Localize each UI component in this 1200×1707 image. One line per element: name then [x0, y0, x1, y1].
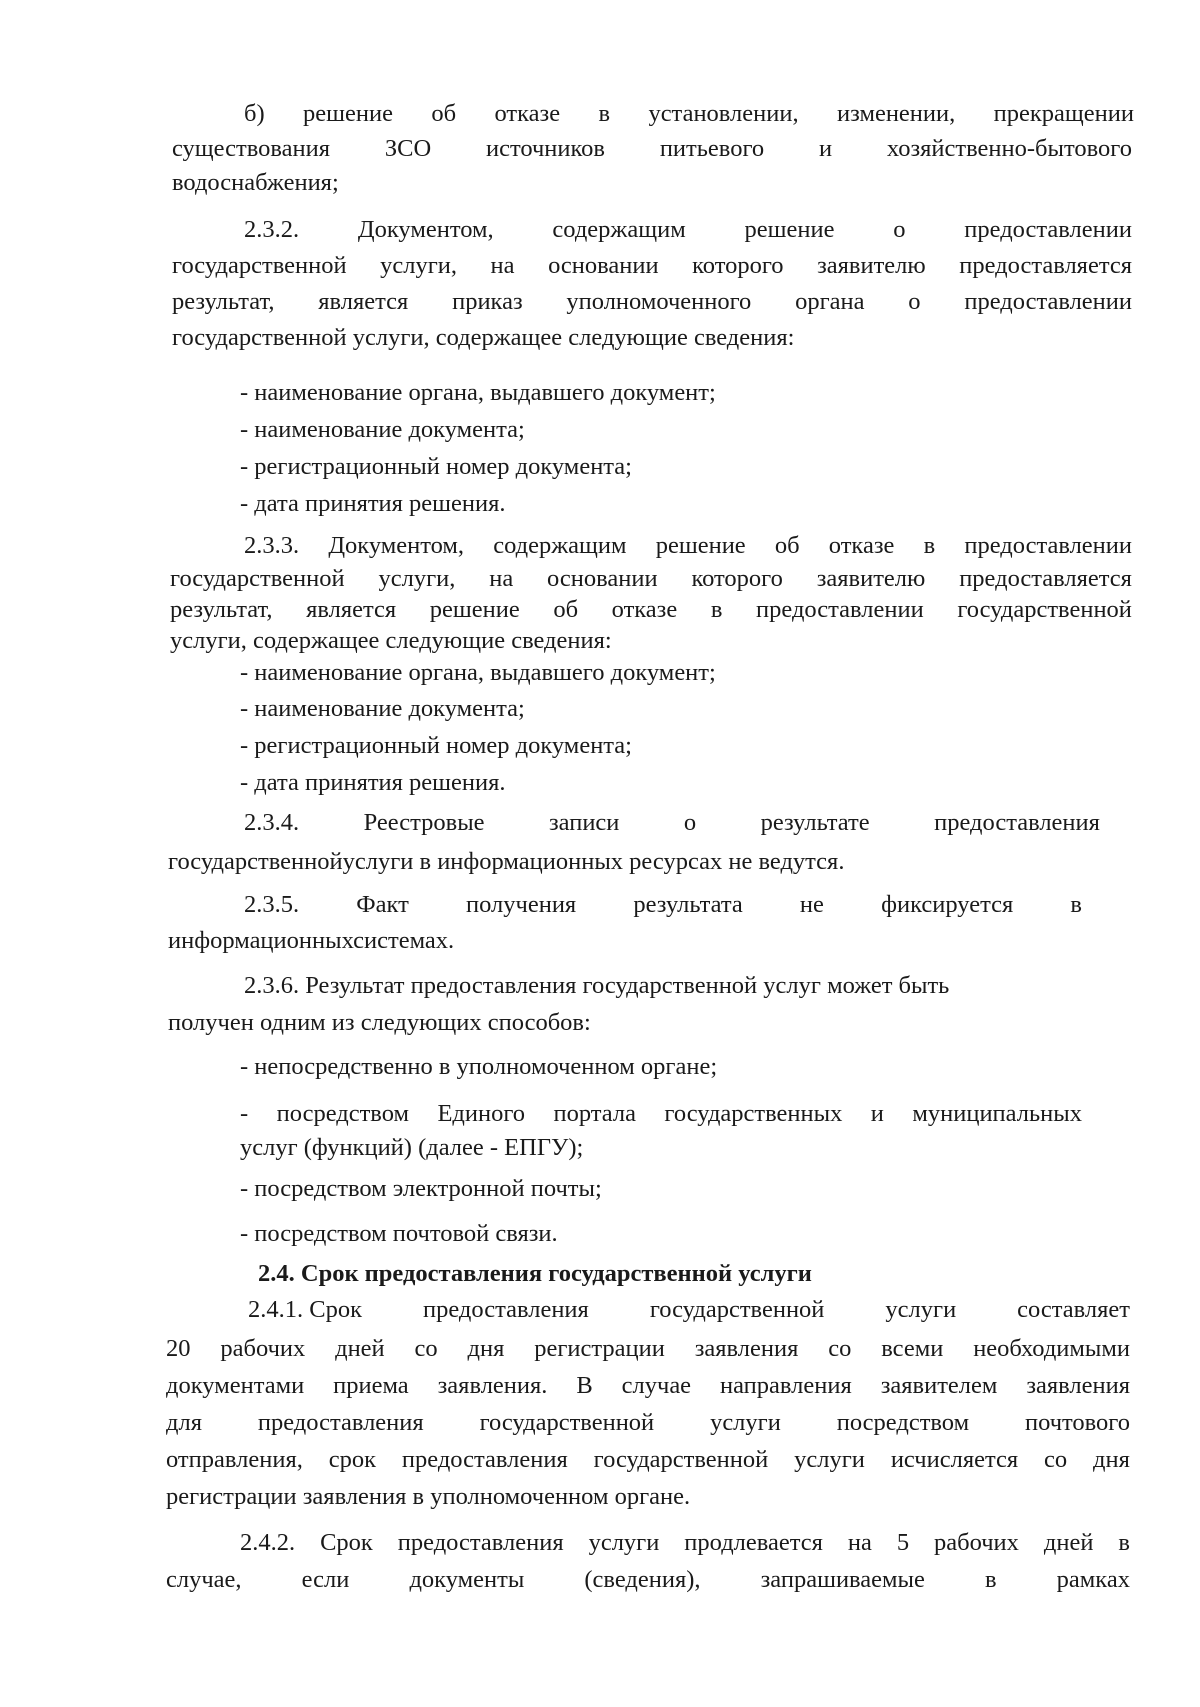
word: 2.4.1. Срок: [248, 1296, 362, 1323]
word: случае,: [166, 1566, 242, 1593]
word: об: [553, 596, 579, 623]
text-line: [244, 102, 1134, 127]
text-line: [166, 1568, 1130, 1593]
word: Факт: [356, 891, 409, 918]
word: 2.3.4.: [244, 809, 300, 836]
word: со: [828, 1335, 852, 1362]
list-item: [240, 1102, 1082, 1127]
word: государственной: [170, 565, 345, 592]
word: получения: [466, 891, 577, 918]
word: органа: [795, 288, 865, 315]
word: государственной: [479, 1409, 655, 1436]
word: об: [774, 532, 800, 559]
word: дней: [1043, 1529, 1094, 1556]
word: необходимыми: [973, 1335, 1130, 1362]
list-item: - непосредственно в уполномоченном органе;: [240, 1053, 718, 1080]
word: услуги,: [378, 565, 456, 592]
list-item: - регистрационный номер документа;: [240, 453, 632, 480]
word: решение: [429, 596, 520, 623]
word: установлении,: [648, 100, 799, 127]
word: существования: [172, 135, 330, 162]
word: питьевого: [659, 135, 765, 162]
word: на: [490, 252, 515, 279]
word: со: [1044, 1446, 1068, 1473]
word: заявителем: [880, 1372, 998, 1399]
word: ЗСО: [384, 135, 432, 162]
word: направления: [720, 1372, 852, 1399]
word: заявления.: [437, 1372, 548, 1399]
text-line: [172, 137, 1132, 162]
word: В: [576, 1372, 593, 1399]
word: об: [431, 100, 457, 127]
word: государственной: [172, 252, 347, 279]
word: 2.4.2.: [240, 1529, 296, 1556]
word: предоставления: [397, 1529, 564, 1556]
word: государственной: [593, 1446, 769, 1473]
word: услуги: [794, 1446, 865, 1473]
word: отправления,: [166, 1446, 303, 1473]
word: отказе: [828, 532, 895, 559]
word: 2.3.5.: [244, 891, 300, 918]
word: решение: [744, 216, 835, 243]
text-line: [244, 218, 1132, 243]
word: на: [489, 565, 514, 592]
word: 5: [896, 1529, 910, 1556]
word: для: [166, 1409, 202, 1436]
list-item: - дата принятия решения.: [240, 490, 506, 517]
word: на: [847, 1529, 872, 1556]
text-line: [166, 1411, 1130, 1436]
word: 2.3.2.: [244, 216, 300, 243]
word: заявления: [1026, 1372, 1130, 1399]
word: посредством: [836, 1409, 970, 1436]
word: портала: [553, 1100, 636, 1127]
word: почтового: [1024, 1409, 1130, 1436]
word: заявителю: [816, 565, 926, 592]
word: заявителю: [817, 252, 926, 279]
text-line: [244, 811, 1100, 836]
word: случае: [621, 1372, 692, 1399]
list-item: - наименование документа;: [240, 416, 525, 443]
word: о: [908, 288, 921, 315]
word: Реестровые: [363, 809, 485, 836]
word: предоставлении: [756, 596, 924, 623]
word: посредством: [276, 1100, 409, 1127]
word: государственных: [664, 1100, 843, 1127]
word: Документом,: [328, 532, 465, 559]
word: услуги: [588, 1529, 660, 1556]
word: предоставления: [401, 1446, 568, 1473]
word: предоставлении: [964, 216, 1132, 243]
word: рамках: [1056, 1566, 1130, 1593]
list-item: - наименование документа;: [240, 695, 525, 722]
word: изменении,: [837, 100, 956, 127]
text-line: регистрации заявления в уполномоченном органе.: [166, 1483, 691, 1510]
text-line: [244, 893, 1082, 918]
text-line: [244, 534, 1132, 559]
word: документы: [409, 1566, 525, 1593]
text-line: государственной услуги, содержащее следующие сведения:: [172, 324, 795, 351]
word: является: [318, 288, 409, 315]
text-line: получен одним из следующих способов:: [168, 1009, 591, 1036]
word: государственной: [649, 1296, 825, 1323]
text-line: [166, 1374, 1130, 1399]
word: услуги: [710, 1409, 781, 1436]
word: Документом,: [357, 216, 494, 243]
word: не: [799, 891, 824, 918]
word: уполномоченного: [566, 288, 752, 315]
word: исчисляется: [890, 1446, 1019, 1473]
word: предоставлении: [964, 532, 1132, 559]
word: если: [301, 1566, 350, 1593]
word: о: [893, 216, 906, 243]
word: источников: [485, 135, 605, 162]
text-line: [240, 1531, 1130, 1556]
word: со: [414, 1335, 438, 1362]
word: хозяйственно-бытового: [886, 135, 1132, 162]
word: приказ: [452, 288, 523, 315]
word: предоставления: [934, 809, 1100, 836]
word: -: [240, 1100, 249, 1127]
text-line: [172, 290, 1132, 315]
word: результата: [633, 891, 743, 918]
word: которого: [691, 565, 783, 592]
word: Срок: [320, 1529, 373, 1556]
word: отказе: [494, 100, 561, 127]
word: предоставлении: [964, 288, 1132, 315]
text-line: 2.3.6. Результат предоставления государственной услуг может быть: [244, 972, 950, 999]
word: всеми: [881, 1335, 944, 1362]
text-line: [170, 567, 1132, 592]
word: Единого: [437, 1100, 526, 1127]
word: основании: [547, 565, 658, 592]
word: в: [710, 596, 723, 623]
word: содержащим: [493, 532, 627, 559]
section-heading: 2.4. Срок предоставления государственной услуги: [258, 1260, 812, 1287]
text-line: водоснабжения;: [172, 169, 339, 196]
text-line: информационныхсистемах.: [168, 927, 455, 954]
word: 20: [166, 1335, 191, 1362]
text-line: [166, 1337, 1130, 1362]
word: предоставления: [422, 1296, 589, 1323]
word: 2.3.3.: [244, 532, 300, 559]
word: услуги: [885, 1296, 957, 1323]
word: предоставляется: [959, 565, 1132, 592]
word: в: [1118, 1529, 1130, 1556]
text-line: услуги, содержащее следующие сведения:: [170, 627, 612, 654]
list-item: - наименование органа, выдавшего документ;: [240, 659, 716, 686]
word: результат,: [170, 596, 273, 623]
word: услуги,: [380, 252, 458, 279]
list-item: - регистрационный номер документа;: [240, 732, 632, 759]
text-line: [172, 254, 1132, 279]
word: и: [818, 135, 833, 162]
word: дня: [467, 1335, 505, 1362]
word: документами: [166, 1372, 305, 1399]
word: о: [683, 809, 697, 836]
word: основании: [548, 252, 659, 279]
word: регистрации: [534, 1335, 665, 1362]
word: результате: [760, 809, 870, 836]
list-item: - посредством почтовой связи.: [240, 1220, 558, 1247]
list-item: - посредством электронной почты;: [240, 1175, 602, 1202]
text-line: [170, 598, 1132, 623]
word: дня: [1093, 1446, 1130, 1473]
word: предоставления: [257, 1409, 424, 1436]
word: и: [870, 1100, 884, 1127]
word: прекращении: [993, 100, 1134, 127]
word: б): [244, 100, 265, 127]
word: содержащим: [552, 216, 686, 243]
word: фиксируется: [881, 891, 1014, 918]
word: решение: [655, 532, 746, 559]
word: в: [923, 532, 936, 559]
word: рабочих: [220, 1335, 306, 1362]
word: в: [598, 100, 611, 127]
word: является: [306, 596, 397, 623]
word: результат,: [172, 288, 275, 315]
word: решение: [303, 100, 393, 127]
list-item-continuation: услуг (функций) (далее - ЕПГУ);: [240, 1134, 584, 1161]
word: в: [984, 1566, 997, 1593]
word: продлевается: [684, 1529, 823, 1556]
word: рабочих: [934, 1529, 1019, 1556]
text-line: [248, 1298, 1130, 1323]
word: приема: [333, 1372, 409, 1399]
word: которого: [692, 252, 784, 279]
word: государственной: [957, 596, 1132, 623]
text-line: государственнойуслуги в информационных ресурсах не ведутся.: [168, 848, 845, 875]
word: составляет: [1017, 1296, 1130, 1323]
word: запрашиваемые: [760, 1566, 925, 1593]
text-line: [166, 1448, 1130, 1473]
word: предоставляется: [959, 252, 1132, 279]
word: срок: [328, 1446, 377, 1473]
word: записи: [548, 809, 620, 836]
word: отказе: [611, 596, 678, 623]
word: в: [1070, 891, 1082, 918]
word: заявления: [694, 1335, 799, 1362]
list-item: - дата принятия решения.: [240, 769, 506, 796]
word: (сведения),: [584, 1566, 701, 1593]
list-item: - наименование органа, выдавшего документ;: [240, 379, 716, 406]
word: муниципальных: [912, 1100, 1082, 1127]
word: дней: [335, 1335, 385, 1362]
